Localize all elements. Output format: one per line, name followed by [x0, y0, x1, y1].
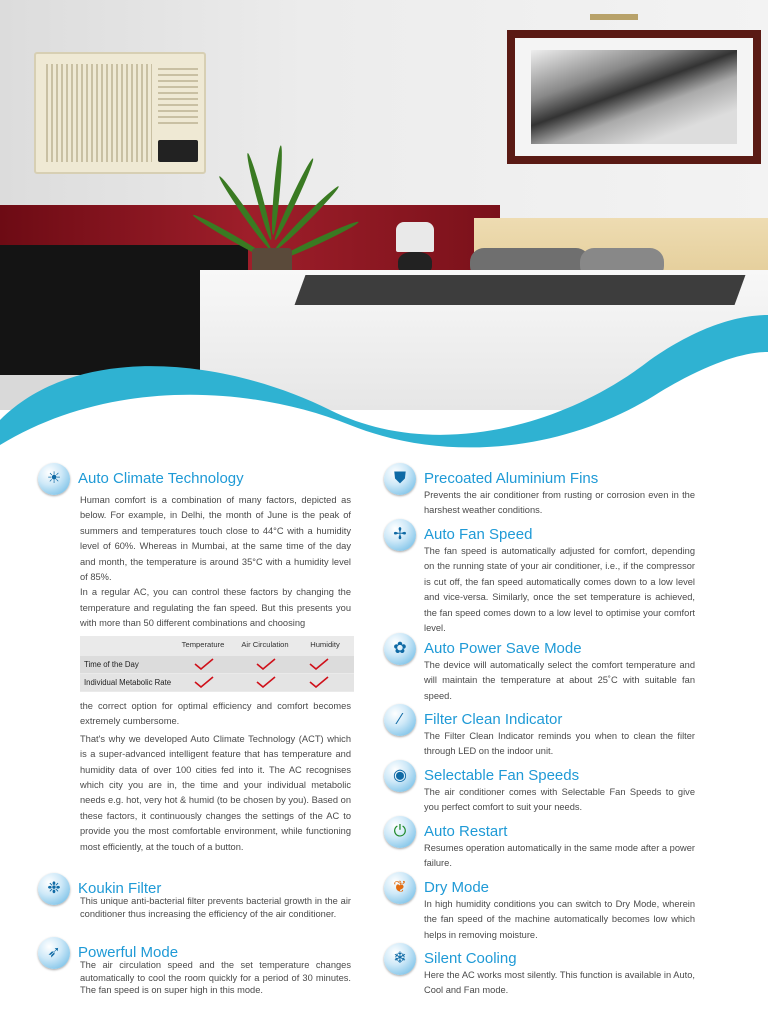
table-lamp [396, 222, 434, 252]
leaf-icon: ❦ [384, 872, 416, 904]
picture-light [590, 14, 638, 20]
act-outro-paragraph-2: That's why we developed Auto Climate Technology (ACT) which is a super-advanced intelligent feature that has temperature and humidity data of over 100 cities fed into it. The AC recognises which city you are in, the time and your individual metabolic needs e.g. hot, very hot & humid (to be chosen by you). Based on these factors, it continuously changes the settings of the AC to provide you the most comfortable environment, while functioning most efficiently, at the touch of a button. [80, 733, 351, 852]
feature-auto-fan-speed [384, 519, 700, 637]
feature-title: Auto Restart [424, 823, 508, 840]
act-intro [80, 493, 351, 632]
act-intro-paragraph-2: In a regular AC, you can control these factors by changing the temperature and regulating the fan speed. But this presents you with more than 50 different combinations and choosing [80, 587, 351, 629]
piggy-bank-icon: ✿ [384, 633, 416, 665]
act-outro [80, 699, 351, 855]
feature-description: The device will automatically select the comfort temperature and will maintain the temperature at about 25˚C with suitable fan speed. [424, 660, 695, 701]
blue-wave-decoration [0, 300, 768, 470]
feature-description: This unique anti-bacterial filter prevents bacterial growth in the air conditioner thus increasing the efficiency of the air conditioner. [80, 896, 351, 919]
sun-cloud-icon: ☀ [38, 463, 70, 495]
feature-title: Auto Climate Technology [78, 470, 244, 487]
feature-description: Prevents the air conditioner from rusting or corrosion even in the harshest weather conditions. [424, 490, 695, 516]
thermometer-icon: ⁄ [384, 704, 416, 736]
feature-description: Resumes operation automatically in the same mode after a power failure. [424, 843, 695, 869]
feature-title: Dry Mode [424, 879, 490, 896]
feature-title: Precoated Aluminium Fins [424, 470, 599, 487]
powerful-mode-icon: ➶ [38, 937, 70, 969]
feature-description: In high humidity conditions you can switch to Dry Mode, wherein the fan speed of the machine automatically becomes low which helps in removing moisture. [424, 899, 695, 940]
table-header-humidity: Humidity [310, 640, 340, 649]
window-air-conditioner [34, 52, 206, 174]
feature-koukin-filter [38, 873, 358, 933]
feature-title: Silent Cooling [424, 950, 517, 967]
check-mark-icon [309, 658, 329, 670]
feature-title: Filter Clean Indicator [424, 711, 563, 728]
check-mark-icon [309, 676, 329, 688]
feature-description: The fan speed is automatically adjusted for comfort, depending on the running state of your air conditioner, i.e., if the compressor is cut off, the fan speed automatically comes down to a low level and vice-versa. Similarly, once the set temperature is achieved, the fan speed comes down to a low level to optimise your comfort level. [424, 546, 695, 634]
feature-title: Koukin Filter [78, 880, 162, 897]
dial-icon: ◉ [384, 760, 416, 792]
feature-title: Auto Power Save Mode [424, 640, 582, 657]
shield-icon: ⛊ [384, 463, 416, 495]
table-row-label: Time of the Day [84, 660, 139, 669]
feature-selectable-fan-speeds [384, 760, 700, 816]
table-header-air-circulation: Air Circulation [241, 640, 289, 649]
act-outro-paragraph-1: the correct option for optimal efficiency and comfort becomes extremely cumbersome. [80, 701, 351, 727]
act-intro-paragraph-1: Human comfort is a combination of many factors, depicted as below. For example, in Delhi, the month of June is the peak of summers and temperatures touch close to 44°C with a humidity level of 60%. Whereas in Mumbai, at the same time of the day and month, the temperature is around 35°C with a humidity level of 85%. [80, 495, 351, 583]
feature-auto-power-save-mode [384, 633, 700, 705]
filter-icon: ❉ [38, 873, 70, 905]
feature-title: Powerful Mode [78, 944, 179, 961]
check-mark-icon [194, 658, 214, 670]
feature-auto-restart [384, 816, 700, 872]
snowflake-icon: ❄ [384, 943, 416, 975]
feature-precoated-aluminium-fins [384, 463, 700, 519]
check-mark-icon [194, 676, 214, 688]
table-header-temperature: Temperature [181, 640, 225, 649]
hero-bedroom-photo [0, 0, 768, 470]
power-icon: ⏻ [384, 816, 416, 848]
check-mark-icon [256, 676, 276, 688]
feature-description: The air circulation speed and the set temperature changes automatically to cool the room quickly for a period of 30 minutes. The fan speed is on super high in this mode. [80, 960, 351, 996]
fan-icon: ✢ [384, 519, 416, 551]
feature-silent-cooling [384, 943, 700, 1003]
table-row-label: Individual Metabolic Rate [84, 678, 172, 687]
feature-description: Here the AC works most silently. This function is available in Auto, Cool and Fan mode. [424, 970, 695, 996]
feature-description: The Filter Clean Indicator reminds you when to clean the filter through LED on the indoor unit. [424, 731, 695, 757]
feature-description: The air conditioner comes with Selectable Fan Speeds to give you perfect comfort to suit your needs. [424, 787, 695, 813]
feature-powerful-mode [38, 937, 358, 997]
framed-painting [507, 30, 761, 164]
feature-dry-mode [384, 872, 700, 944]
act-comparison-table [80, 636, 354, 692]
feature-title: Selectable Fan Speeds [424, 767, 580, 784]
check-mark-icon [256, 658, 276, 670]
feature-title: Auto Fan Speed [424, 526, 533, 543]
feature-filter-clean-indicator [384, 704, 700, 760]
